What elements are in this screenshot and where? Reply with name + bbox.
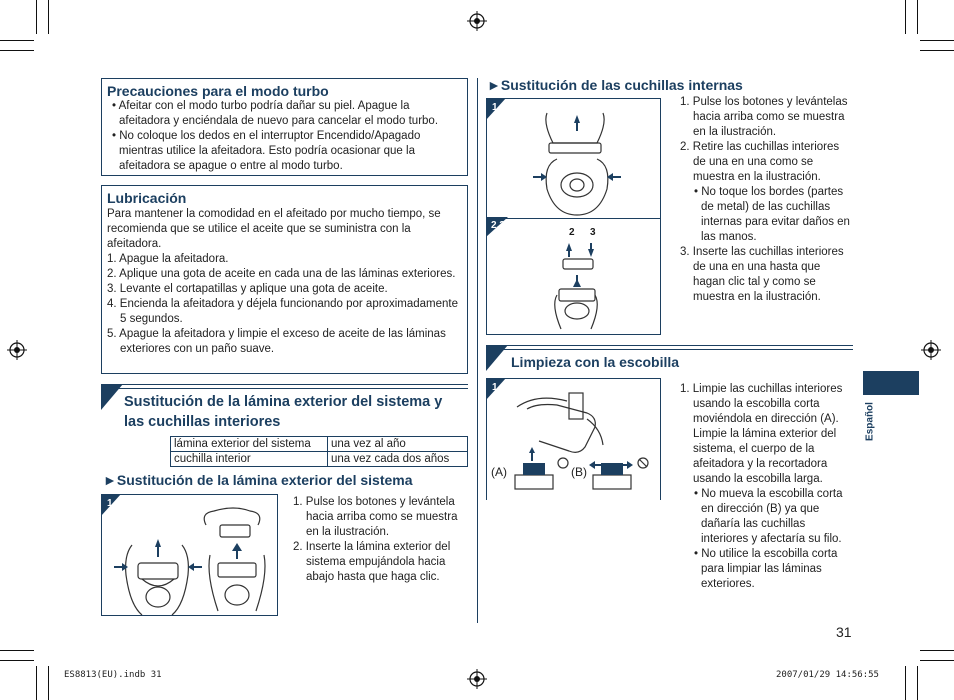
- replacement-interval-table: [170, 436, 468, 467]
- language-tab-label-wrap: [860, 398, 880, 448]
- inner-blade-illustration-icon: [487, 99, 661, 335]
- crop-mark: [920, 50, 954, 51]
- replacement-title-line: las cuchillas interiores: [124, 414, 281, 430]
- lubrication-box: [101, 185, 468, 374]
- inner-blades-figure: [486, 98, 661, 335]
- precaution-item: • No coloque los dedos en el interruptor Encendido/Apagado mientras utilice la afeitadora. Esto podría ocasionar que la afeitadora se apague o entre al modo turbo.: [112, 130, 421, 172]
- replacement-title-line: Sustitución de la lámina exterior del sistema y: [124, 394, 443, 410]
- section-rule: [486, 345, 853, 346]
- figure-number: 2.3: [491, 220, 505, 231]
- section-rule: [486, 349, 853, 350]
- crop-mark: [0, 40, 34, 41]
- inner-blades-note: • No toque los bordes (partes de metal) de las cuchillas internas para evitar daños en las manos.: [694, 186, 850, 243]
- outer-foil-step: 1. Pulse los botones y levántela hacia arriba como se muestra en la ilustración.: [293, 496, 458, 538]
- language-tab: [863, 371, 919, 395]
- precaution-text: Afeitar con el modo turbo podría dañar su piel. Apague la afeitadora y enciéndala de nuevo para cancelar el modo turbo.: [118, 100, 439, 127]
- crop-mark: [0, 660, 34, 661]
- lubrication-steps: [107, 252, 462, 357]
- registration-mark-icon: [921, 340, 941, 360]
- footer-file-info: ES8813(EU).indb 31: [64, 670, 162, 680]
- cleaning-figure: [486, 378, 661, 500]
- crop-mark: [917, 666, 918, 700]
- outer-foil-steps: [293, 495, 468, 585]
- inner-blades-title: ►Sustitución de las cuchillas internas: [487, 77, 743, 93]
- precaution-text: No coloque los dedos en el interruptor Encendido/Apagado mientras utilice la afeitadora. Esto podría ocasionar que la afeitadora se apague o entre al modo turbo.: [119, 130, 421, 172]
- section-corner-icon: [486, 345, 508, 371]
- table-row: [171, 452, 468, 467]
- crop-mark: [36, 666, 37, 700]
- crop-mark: [0, 50, 34, 51]
- lubrication-intro: Para mantener la comodidad en el afeitado por mucho tiempo, se recomienda que se utilice el aceite que se suministra con la afeitadora.: [107, 208, 441, 250]
- table-cell: cuchilla interior: [171, 452, 328, 467]
- figure-number: 1: [492, 382, 498, 393]
- crop-mark: [920, 650, 954, 651]
- crop-mark: [905, 666, 906, 700]
- crop-mark: [0, 650, 34, 651]
- inner-blades-steps: [680, 95, 855, 305]
- cleaning-note: • No mueva la escobilla corta en dirección (B) ya que dañaría las cuchillas interiores y afectaría su filo.: [694, 488, 843, 545]
- lubrication-step: 4. Encienda la afeitadora y déjela funcionando por aproximadamente 5 segundos.: [107, 298, 458, 325]
- registration-mark-icon: [467, 669, 487, 689]
- replacement-title: [124, 392, 442, 432]
- page-number: 31: [836, 624, 852, 640]
- crop-mark: [917, 0, 918, 34]
- inner-blades-step: 2. Retire las cuchillas interiores de una en una como se muestra en la ilustración.: [680, 141, 840, 183]
- precautions-title: Precauciones para el modo turbo: [107, 83, 329, 99]
- lubrication-step: 1. Apague la afeitadora.: [107, 253, 229, 265]
- figure-number: 1: [107, 498, 113, 509]
- section-rule: [101, 384, 468, 385]
- precaution-item: • Afeitar con el modo turbo podría dañar su piel. Apague la afeitadora y enciéndala de nuevo para cancelar el modo turbo.: [112, 100, 439, 127]
- lubrication-step: 2. Aplique una gota de aceite en cada una de las láminas exteriores.: [107, 268, 456, 280]
- lubrication-step: 5. Apague la afeitadora y limpie el exceso de aceite de las láminas exteriores con un paño suave.: [107, 328, 446, 355]
- shaver-illustration-icon: [102, 495, 278, 616]
- direction-label-b: (B): [571, 465, 587, 479]
- crop-mark: [36, 0, 37, 34]
- table-cell: una vez al año: [328, 437, 468, 452]
- inner-blades-step: 1. Pulse los botones y levántelas hacia arriba como se muestra en la ilustración.: [680, 96, 848, 138]
- precautions-box: [101, 78, 468, 176]
- figure-step-number: 2: [569, 227, 575, 238]
- cleaning-step: 1. Limpie las cuchillas interiores usando la escobilla corta moviéndola en dirección (A).: [680, 383, 843, 425]
- cleaning-title: Limpieza con la escobilla: [511, 354, 680, 370]
- crop-mark: [920, 40, 954, 41]
- direction-label-a: (A): [491, 465, 507, 479]
- table-cell: lámina exterior del sistema: [171, 437, 328, 452]
- registration-mark-icon: [467, 11, 487, 31]
- section-rule: [101, 388, 468, 389]
- crop-mark: [920, 660, 954, 661]
- table-row: [171, 437, 468, 452]
- crop-mark: [48, 666, 49, 700]
- table-cell: una vez cada dos años: [328, 452, 468, 467]
- column-divider: [477, 78, 478, 623]
- inner-blades-step: 3. Inserte las cuchillas interiores de una en una hasta que hagan clic tal y como se muestra en la ilustración.: [680, 246, 844, 303]
- figure-number: 1: [492, 102, 498, 113]
- lubrication-title: Lubricación: [107, 190, 187, 206]
- brush-illustration-icon: [487, 379, 661, 500]
- cleaning-steps: [680, 382, 855, 592]
- cleaning-step: Limpie la lámina exterior del sistema, el cuerpo de la afeitadora y la recortadora usando la escobilla larga.: [693, 428, 837, 485]
- language-tab-label: Español: [864, 402, 876, 441]
- outer-foil-step: 2. Inserte la lámina exterior del sistema empujándola hacia abajo hasta que haga clic.: [293, 541, 451, 583]
- section-corner-icon: [101, 384, 123, 410]
- crop-mark: [905, 0, 906, 34]
- crop-mark: [48, 0, 49, 34]
- figure-step-number: 3: [590, 227, 596, 238]
- registration-mark-icon: [7, 340, 27, 360]
- precautions-list: [107, 99, 462, 174]
- cleaning-note: • No utilice la escobilla corta para limpiar las láminas exteriores.: [694, 548, 838, 590]
- lubrication-step: 3. Levante el cortapatillas y aplique una gota de aceite.: [107, 283, 388, 295]
- footer-timestamp: 2007/01/29 14:56:55: [776, 670, 879, 680]
- outer-foil-figure: [101, 494, 278, 616]
- outer-foil-title: ►Sustitución de la lámina exterior del sistema: [103, 472, 413, 488]
